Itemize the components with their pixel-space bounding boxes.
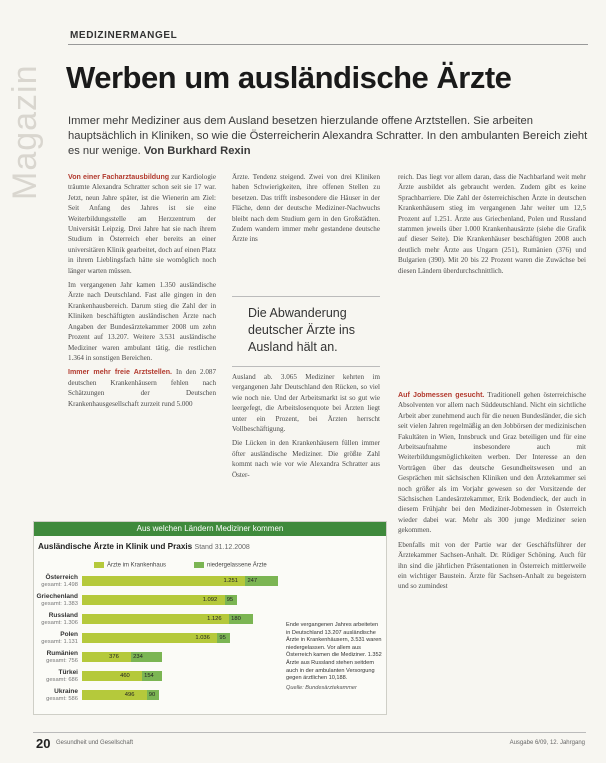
chart-subtitle: Stand 31.12.2008 [194, 544, 250, 551]
col3-paragraph-2: Traditionell gehen österreichische Absolventen vor allem nach Süddeutschland. Nicht ein sichtliche Arbeit aber zunehmend auch für die neuen Bundesländer, die sich seit vielen Jahren regelmäßig an den Jobbörsen der medizinischen Fakultäten in Wien, Innsbruck und Graz beteiligen und für eine Arbeitsaufnahme insbesondere auch mit Weiterbildungsmöglichkeiten werben. Der Interesse an den Vorträgen über das deutsche Gesundheitswesen und an Gesprächen mit sächsischen Kliniken und den Ärztekammer sei noch größer als im Vorjahr gewesen so der Vorsitzende der Sächsischen Landesärztekammer, Erik Bodendieck, der auch in diesem Frühjahr bei den Mediziner-Jobmessen in Österreich wieder dabei war. Mehr als 300 junge Mediziner seien gekommen. [398, 391, 586, 535]
col1-kicker-2: Immer mehr freie Arztstellen. [68, 368, 173, 377]
author-byline: Von Burkhard Rexin [143, 145, 251, 157]
category-label [36, 574, 78, 589]
category-label [36, 669, 78, 684]
col2-paragraph-2: Ausland ab. 3.065 Mediziner kehrten im vergangenen Jahr Deutschland den Rücken, so viel wie noch nie. Und der Arbeitsmarkt ist so gut wie leergefegt, die Arbeitslosenquote bei Ärzten liegt unter ein Prozent, bei Ärzten herrscht Vollbeschäftigung. [232, 373, 380, 434]
col2-paragraph-3: Die Lücken in den Krankenhäusern füllen immer öfter ausländische Mediziner. Die größte Zahl kommt nach wie vor wie Alexandra Schratter aus Öster- [232, 439, 380, 479]
value-label-practice: 154 [144, 673, 154, 679]
footer-magazine-name: Gesundheit und Gesellschaft [56, 740, 134, 746]
category-total: gesamt: 1.383 [41, 601, 78, 607]
bar-hospital [82, 576, 245, 586]
value-label-hospital: 1.251 [223, 578, 238, 584]
legend-swatch-hospital [94, 562, 104, 568]
pull-quote: Die Abwanderung deutscher Ärzte ins Ausland hält an. [232, 296, 380, 367]
footer-rule [33, 732, 586, 733]
header-rule [68, 44, 588, 45]
article-title: Werben um ausländische Ärzte [66, 60, 512, 95]
category-total: gesamt: 686 [46, 677, 78, 683]
section-label: MEDIZINERMANGEL [70, 30, 178, 41]
category-name: Ukraine [54, 688, 78, 695]
col2-paragraph-1: Ärzte. Tendenz steigend. Zwei von drei Kliniken haben Schwierigkeiten, ihre offenen Stellen zu besetzen. Das trifft insbesondere die Häuser in der Fläche, denn der deutsche Mediziner-Nachwuchs bleibt nach dem Studium gern in den Großstädten. Zudem wandern immer mehr gestandene deutsche Ärzte ins [232, 173, 380, 244]
legend-label-hospital: Ärzte im Krankenhaus [107, 562, 167, 569]
bar-chart-foreign-doctors [33, 521, 387, 715]
category-label [36, 688, 78, 703]
chart-note-text: Ende vergangenen Jahres arbeiteten in Deutschland 13.207 ausländische Ärzte in Krankenhäusern, 3.531 waren niedergelassen. Vor allem aus Österreich kamen die Mediziner. 1.352 Ärzte aus Russland stehen seitdem auch in der ambulanten Versorgung gegen ärztlichen 10,188. [286, 622, 382, 682]
category-label [36, 650, 78, 665]
article-lead [68, 114, 588, 159]
category-label [36, 631, 78, 646]
value-label-hospital: 1.092 [202, 597, 218, 603]
value-label-hospital: 496 [124, 692, 135, 698]
chart-title [38, 542, 250, 551]
legend-swatch-practice [194, 562, 204, 568]
bar-hospital [82, 690, 147, 700]
category-name: Türkei [58, 669, 78, 676]
legend-item-practice [194, 562, 267, 569]
category-label [36, 612, 78, 627]
column-3-bottom [398, 390, 586, 596]
value-label-practice: 234 [133, 654, 143, 660]
col1-paragraph-3: In den 2.087 deutschen Krankenhäusern fehlen nach Schätzungen der Deutschen Krankenhausgesellschaft zurzeit rund 5.000 [68, 368, 216, 408]
col1-kicker: Von einer Facharztausbildung [68, 173, 170, 181]
legend-label-practice: niedergelassene Ärzte [207, 562, 267, 569]
chart-note [286, 622, 382, 692]
col1-paragraph-2: Im vergangenen Jahr kamen 1.350 ausländische Ärzte nach Deutschland. Fast alle gingen in den Krankenhausbereich. Darum stieg die Zahl der in Kliniken beschäftigten ausländischen Ärzte nach Angaben der Bundesärztekammer 2008 um zehn Prozent auf 13.207. Weitere 3.531 ausländische Mediziner waren ambulant tätig, die restlichen 1.364 in sonstigen Bereichen. [68, 281, 216, 362]
category-name: Russland [48, 612, 78, 619]
legend-item-hospital [94, 562, 166, 569]
page-number: 20 [36, 736, 51, 751]
bar-hospital [82, 671, 142, 681]
category-total: gesamt: 756 [46, 658, 78, 664]
value-label-practice: 247 [247, 578, 258, 584]
category-total: gesamt: 1.131 [41, 639, 78, 645]
value-label-practice: 95 [226, 597, 234, 603]
footer-issue: Ausgabe 6/09, 12. Jahrgang [509, 740, 585, 746]
bar-hospital [82, 652, 131, 662]
category-name: Griechenland [36, 593, 78, 600]
value-label-hospital: 460 [120, 673, 130, 679]
chart-source: Quelle: Bundesärztekammer [286, 684, 357, 691]
category-name: Rumänien [46, 650, 78, 657]
category-label [36, 593, 78, 608]
category-total: gesamt: 586 [46, 696, 78, 702]
lead-text: Immer mehr Mediziner aus dem Ausland besetzen hierzulande offene Arztstellen. Sie arbeiten hauptsächlich in Kliniken, so wie die Österreicherin Alexandra Schratter. In den ambulanten Bereich zieht es nur wenige. [68, 115, 588, 157]
chart-title-text: Ausländische Ärzte in Klinik und Praxis [38, 542, 193, 551]
column-2-bottom [232, 372, 380, 484]
value-label-practice: 90 [148, 692, 156, 698]
value-label-hospital: 1.036 [195, 635, 210, 641]
col3-kicker: Auf Jobmessen gesucht. [398, 391, 485, 399]
category-total: gesamt: 1.306 [41, 620, 78, 626]
category-total: gesamt: 1.498 [41, 582, 78, 588]
chart-header: Aus welchen Ländern Mediziner kommen [34, 522, 386, 536]
column-3-top [398, 172, 586, 280]
col3-paragraph-3: Ebenfalls mit von der Partie war der Geschäftsführer der Ärztekammer Sachsen-Anhalt. Dr. Rüdiger Schöning. Auch für ihn sind die jährlichen Präsentationen in Österreich mittlerweile ein wichtiger Baustein. Ärzte für Sachsen-Anhalt zu begeistern und so zumindest [398, 540, 586, 591]
column-1 [68, 172, 216, 413]
value-label-hospital: 1.126 [207, 616, 222, 622]
column-2-top [232, 172, 380, 249]
value-label-hospital: 376 [109, 654, 119, 660]
col3-paragraph-1: reich. Das liegt vor allem daran, dass die Nachbarland weit mehr Ärzte ausbildet als gebraucht werden. Zudem gibt es keine Sprachbarriere. Die Zahl der österreichischen Ärzte in deutschen Krankenhäusern stieg im vergangenen Jahr weiter um 12,5 Prozent auf 1.251. Ärzte aus Griechenland, Polen und Russland stammen jeweils über 1.000 Krankenhausärzte (siehe die Grafik auf dieser Seite). Die Krankenhäuser beschäftigten 2008 auch deutlich mehr Ärzte aus Ungarn (251), Rumänien (376) und Bulgarien (390). Mit 20 bis 22 Prozent waren die Zuwächse bei diesen Ländern überdurchschnittlich. [398, 173, 586, 275]
magazine-vertical-label: Magazin [6, 64, 44, 200]
col1-paragraph-1: zur Kardiologie träumte Alexandra Schratter schon seit sie 17 war. Jetzt, neun Jahre später, ist die Wienerin am Ziel: Seit Anfang des Jahres ist sie eine Weiterbildungsstelle am Herzzentrum der Universität Leipzig. Drei Jahre hat sie nach ihrem Studium in Österreich eher bereits an einer universitären Klinik gearbeitet, doch auf einen Platz in ihrem Lieblingsfach hätte sie womöglich noch länger warten müssen. [68, 173, 216, 275]
value-label-practice: 180 [231, 616, 241, 622]
category-name: Österreich [45, 574, 78, 581]
value-label-practice: 95 [219, 635, 226, 641]
category-name: Polen [60, 631, 78, 638]
